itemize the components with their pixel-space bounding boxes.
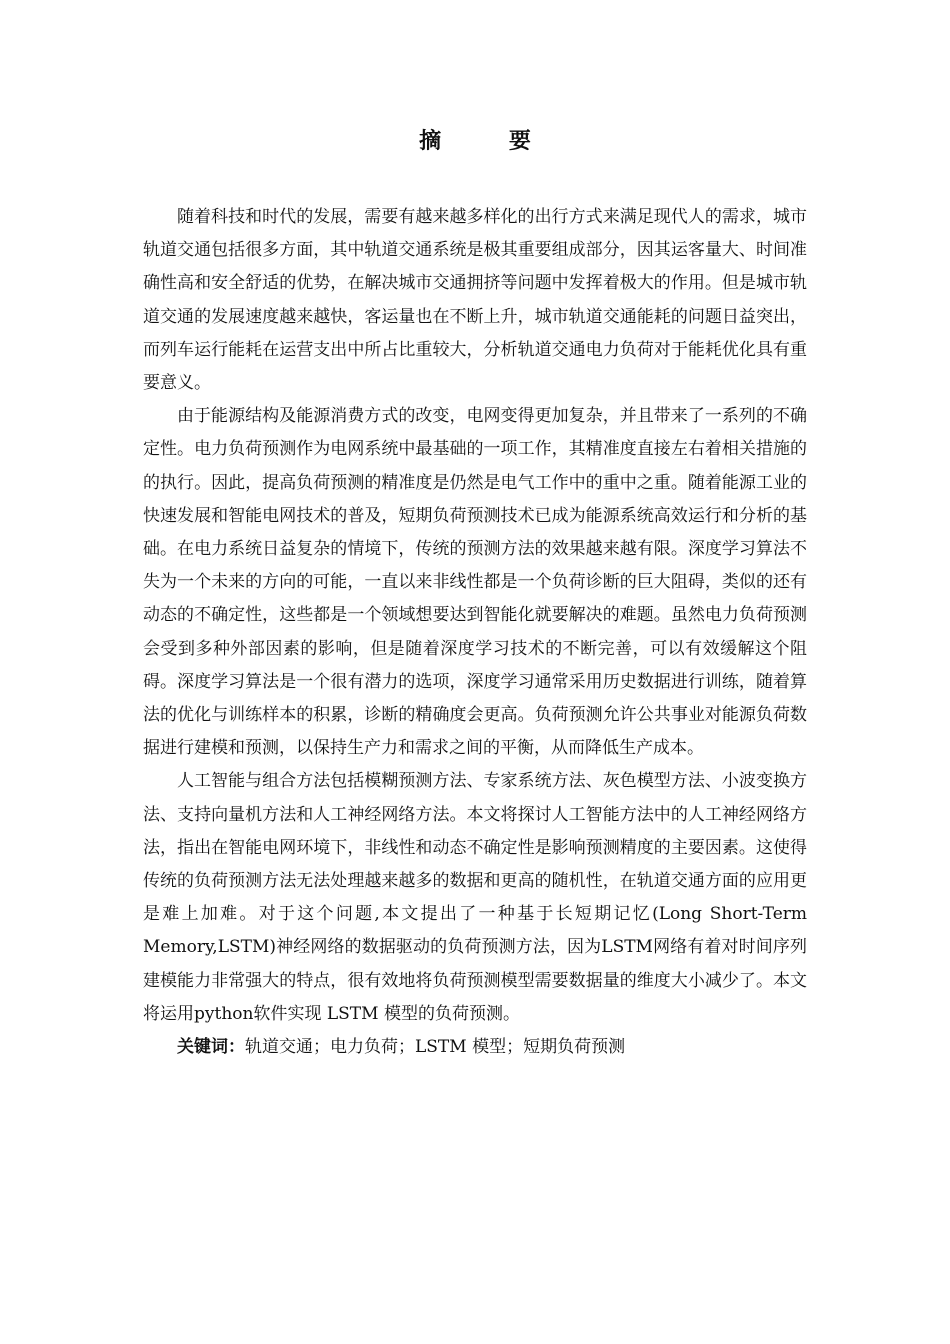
keywords-value: 轨道交通；电力负荷；LSTM 模型；短期负荷预测 — [245, 1037, 626, 1058]
keywords-line — [143, 1031, 807, 1064]
abstract-paragraph-1: 随着科技和时代的发展，需要有越来越多样化的出行方式来满足现代人的需求，城市轨道交通包括很多方面，其中轨道交通系统是极其重要组成部分，因其运客量大、时间准确性高和安全舒适的优势，在解决城市交通拥挤等问题中发挥着极大的作用。但是城市轨道交通的发展速度越来越快，客运量也在不断上升，城市轨道交通能耗的问题日益突出，而列车运行能耗在运营支出中所占比重较大，分析轨道交通电力负荷对于能耗优化具有重要意义。 — [143, 207, 807, 394]
abstract-paragraph-3: 人工智能与组合方法包括模糊预测方法、专家系统方法、灰色模型方法、小波变换方法、支持向量机方法和人工神经网络方法。本文将探讨人工智能方法中的人工神经网络方法，指出在智能电网环境下，非线性和动态不确定性是影响预测精度的主要因素。这使得传统的负荷预测方法无法处理越来越多的数据和更高的随机性，在轨道交通方面的应用更是难上加难。对于这个问题,本文提出了一种基于长短期记忆(Long Short-Term Memory,LSTM)神经网络的数据驱动的负荷预测方法，因为LSTM网络有着对时间序列建模能力非常强大的特点，很有效地将负荷预测模型需要数据量的维度大小减少了。本文将运用python软件实现 LSTM 模型的负荷预测。 — [143, 771, 807, 1024]
abstract-body — [143, 201, 807, 1064]
abstract-title: 摘 要 — [419, 129, 561, 154]
keywords-label: 关键词： — [177, 1037, 245, 1058]
abstract-paragraph-2: 由于能源结构及能源消费方式的改变，电网变得更加复杂，并且带来了一系列的不确定性。电力负荷预测作为电网系统中最基础的一项工作，其精准度直接左右着相关措施的的执行。因此，提高负荷预测的精准度是仍然是电气工作中的重中之重。随着能源工业的快速发展和智能电网技术的普及，短期负荷预测技术已成为能源系统高效运行和分析的基础。在电力系统日益复杂的情境下，传统的预测方法的效果越来越有限。深度学习算法不失为一个未来的方向的可能，一直以来非线性都是一个负荷诊断的巨大阻碍，类似的还有动态的不确定性，这些都是一个领域想要达到智能化就要解决的难题。虽然电力负荷预测会受到多种外部因素的影响，但是随着深度学习技术的不断完善，可以有效缓解这个阻碍。深度学习算法是一个很有潜力的选项，深度学习通常采用历史数据进行训练，随着算法的优化与训练样本的积累，诊断的精确度会更高。负荷预测允许公共事业对能源负荷数据进行建模和预测，以保持生产力和需求之间的平衡，从而降低生产成本。 — [143, 406, 807, 759]
